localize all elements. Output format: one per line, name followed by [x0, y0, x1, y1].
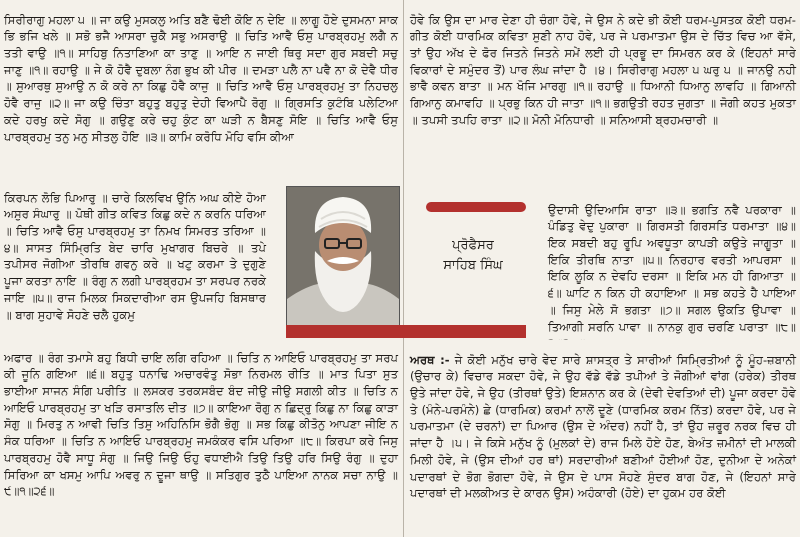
meaning-label: ਅਰਥ :- [410, 352, 450, 367]
right-column-mid-text [548, 190, 796, 340]
meaning-paragraph [410, 352, 796, 502]
gurbani-text-mid: ਕਿਰਪਨ ਲੋਭਿ ਪਿਆਰੁ ॥ ਚਾਰੇ ਕਿਲਵਿਖ ਉਨਿ ਅਘ ਕੀਏ ਹੋਆ ਅਸੁਰ ਸੰਘਾਰੁ ॥ ਪੋਥੀ ਗੀਤ ਕਵਿਤ ਕਿਛੁ ਕਦੇ ਨ ਕਰਨਿ ਧਰਿਆ ॥ ਚਿਤਿ ਆਵੈ ਓਸੁ ਪਾਰਬ੍ਰਹਮੁ ਤਾ ਨਿਮਖ ਸਿਮਰਤ ਤਰਿਆ ॥੪॥ ਸਾਸਤ ਸਿੰਮ੍ਰਿਤਿ ਬੇਦ ਚਾਰਿ ਮੁਖਾਗਰ ਬਿਚਰੇ ॥ ਤਪੇ ਤਪੀਸਰ ਜੋਗੀਆ ਤੀਰਥਿ ਗਵਨੁ ਕਰੇ ॥ ਖਟੁ ਕਰਮਾ ਤੇ ਦੁਗੁਣੇ ਪੂਜਾ ਕਰਤਾ ਨਾਇ ॥ ਰੰਗੁ ਨ ਲਗੀ ਪਾਰਬ੍ਰਹਮ ਤਾ ਸਰਪਰ ਨਰਕੇ ਜਾਇ ॥੫॥ ਰਾਜ ਮਿਲਕ ਸਿਕਦਾਰੀਆ ਰਸ ਉਪਜਹਿ ਬਿਸਥਾਰ ॥ ਬਾਗ ਸੁਹਾਵੇ ਸੋਹਣੇ ਚਲੈ ਹੁਕਮੁ [4, 190, 266, 322]
author-name: ਸਾਹਿਬ ਸਿੰਘ [443, 258, 503, 273]
left-column-top-text [4, 0, 398, 178]
gurbani-text-lower: ਅਫਾਰ ॥ ਰੰਗ ਤਮਾਸੇ ਬਹੁ ਬਿਧੀ ਚਾਇ ਲਗਿ ਰਹਿਆ ॥ ਚਿਤਿ ਨ ਆਇਓ ਪਾਰਬ੍ਰਹਮੁ ਤਾ ਸਰਪ ਕੀ ਜੂਨਿ ਗਇਆ ॥੬॥ ਬਹੁਤੁ ਧਨਾਢਿ ਅਚਾਰਵੰਤੁ ਸੋਭਾ ਨਿਰਮਲ ਰੀਤਿ ॥ ਮਾਤ ਪਿਤਾ ਸੁਤ ਭਾਈਆ ਸਾਜਨ ਸੰਗਿ ਪਰੀਤਿ ॥ ਲਸਕਰ ਤਰਕਸਬੰਦ ਬੰਦ ਜੀਉ ਜੀਉ ਸਗਲੀ ਕੀਤ ॥ ਚਿਤਿ ਨ ਆਇਓ ਪਾਰਬ੍ਰਹਮੁ ਤਾ ਖੜਿ ਰਸਾਤਲਿ ਦੀਤ ॥੭॥ ਕਾਇਆ ਰੋਗੁ ਨ ਛਿਦ੍ਰੁ ਕਿਛੁ ਨਾ ਕਿਛੁ ਕਾੜਾ ਸੋਗੁ ॥ ਮਿਰਤੁ ਨ ਆਵੀ ਚਿਤਿ ਤਿਸੁ ਅਹਿਨਿਸਿ ਭੋਗੈ ਭੋਗੁ ॥ ਸਭ ਕਿਛੁ ਕੀਤੋਨੁ ਆਪਣਾ ਜੀਇ ਨ ਸੰਕ ਧਰਿਆ ॥ ਚਿਤਿ ਨ ਆਇਓ ਪਾਰਬ੍ਰਹਮੁ ਜਮਕੰਕਰ ਵਸਿ ਪਰਿਆ ॥੮॥ ਕਿਰਪਾ ਕਰੇ ਜਿਸੁ ਪਾਰਬ੍ਰਹਮੁ ਹੋਵੈ ਸਾਧੂ ਸੰਗੁ ॥ ਜਿਉ ਜਿਉ ਓਹੁ ਵਧਾਈਐ ਤਿਉ ਤਿਉ ਹਰਿ ਸਿਉ ਰੰਗੁ ॥ ਦੁਹਾ ਸਿਰਿਆ ਕਾ ਖਸਮੁ ਆਪਿ ਅਵਰੁ ਨ ਦੂਜਾ ਥਾਉ ॥ ਸਤਿਗੁਰ ਤੁਠੈ ਪਾਇਆ ਨਾਨਕ ਸਚਾ ਨਾਉ ॥੯॥੧॥੨੬॥ [4, 350, 398, 499]
gurbani-text-top: ਸਿਰੀਰਾਗੁ ਮਹਲਾ ੫ ॥ ਜਾ ਕਉ ਮੁਸਕਲੁ ਅਤਿ ਬਣੈ ਢੋਈ ਕੋਇ ਨ ਦੇਇ ॥ ਲਾਗੂ ਹੋਏ ਦੁਸਮਨਾ ਸਾਕ ਭਿ ਭਜਿ ਖਲੇ ॥ ਸਭੋ ਭਜੈ ਆਸਰਾ ਚੁਕੈ ਸਭੁ ਅਸਰਾਉ ॥ ਚਿਤਿ ਆਵੈ ਓਸੁ ਪਾਰਬ੍ਰਹਮੁ ਲਗੈ ਨ ਤਤੀ ਵਾਉ ॥੧॥ ਸਾਹਿਬੁ ਨਿਤਾਣਿਆ ਕਾ ਤਾਣੁ ॥ ਆਇ ਨ ਜਾਈ ਥਿਰੁ ਸਦਾ ਗੁਰ ਸਬਦੀ ਸਚੁ ਜਾਣੁ ॥੧॥ ਰਹਾਉ ॥ ਜੇ ਕੋ ਹੋਵੈ ਦੁਬਲਾ ਨੰਗ ਭੁਖ ਕੀ ਪੀਰ ॥ ਦਮੜਾ ਪਲੈ ਨਾ ਪਵੈ ਨਾ ਕੋ ਦੇਵੈ ਧੀਰ ॥ ਸੁਆਰਥੁ ਸੁਆਉ ਨ ਕੋ ਕਰੇ ਨਾ ਕਿਛੁ ਹੋਵੈ ਕਾਜੁ ॥ ਚਿਤਿ ਆਵੈ ਓਸੁ ਪਾਰਬ੍ਰਹਮੁ ਤਾ ਨਿਹਚਲੁ ਹੋਵੈ ਰਾਜੁ ॥੨॥ ਜਾ ਕਉ ਚਿੰਤਾ ਬਹੁਤੁ ਬਹੁਤੁ ਦੇਹੀ ਵਿਆਪੈ ਰੋਗੁ ॥ ਗ੍ਰਿਸਤਿ ਕੁਟੰਬਿ ਪਲੇਟਿਆ ਕਦੇ ਹਰਖੁ ਕਦੇ ਸੋਗੁ ॥ ਗਉਣੁ ਕਰੇ ਚਹੁ ਕੁੰਟ ਕਾ ਘੜੀ ਨ ਬੈਸਣੁ ਸੋਇ ॥ ਚਿਤਿ ਆਵੈ ਓਸੁ ਪਾਰਬ੍ਰਹਮੁ ਤਨੁ ਮਨੁ ਸੀਤਲੁ ਹੋਇ ॥੩॥ ਕਾਮਿ ਕਰੋਧਿ ਮੋਹਿ ਵਸਿ ਕੀਆ [4, 12, 398, 144]
right-column-lower-text [410, 340, 796, 537]
portrait-illustration [287, 187, 399, 327]
left-column-lower-text [4, 338, 398, 537]
left-column-mid-text [4, 178, 266, 338]
gurbani-text-right-mid: ਉਦਾਸੀ ਉਦਿਆਸਿ ਰਾਤਾ ॥੩॥ ਭਗਤਿ ਨਵੈ ਪਰਕਾਰਾ ॥ ਪੰਡਿਤੁ ਵੇਦੁ ਪੁਕਾਰਾ ॥ ਗਿਰਸਤੀ ਗਿਰਸਤਿ ਧਰਮਾਤਾ ॥੪॥ ਇਕ ਸਬਦੀ ਬਹੁ ਰੂਪਿ ਅਵਧੂਤਾ ਕਾਪੜੀ ਕਉਤੇ ਜਾਗੂਤਾ ॥ ਇਕਿ ਤੀਰਥਿ ਨਾਤਾ ॥੫॥ ਨਿਰਹਾਰ ਵਰਤੀ ਆਪਰਸਾ ॥ ਇਕਿ ਲੂਕਿ ਨ ਦੇਵਹਿ ਦਰਸਾ ॥ ਇਕਿ ਮਨ ਹੀ ਗਿਆਤਾ ॥੬॥ ਘਾਟਿ ਨ ਕਿਨ ਹੀ ਕਹਾਇਆ ॥ ਸਭ ਕਹਤੇ ਹੈ ਪਾਇਆ ॥ ਜਿਸੁ ਮੇਲੇ ਸੋ ਭਗਤਾ ॥੭॥ ਸਗਲ ਉਕਤਿ ਉਪਾਵਾ ॥ ਤਿਆਗੀ ਸਰਨਿ ਪਾਵਾ ॥ ਨਾਨਕੁ ਗੁਰ ਚਰਣਿ ਪਰਾਤਾ ॥੮॥ [548, 202, 796, 334]
byline-accent-bar-top [426, 202, 526, 212]
right-column-top-text [410, 0, 796, 190]
byline-accent-bar-bottom [286, 325, 526, 338]
explanation-text-top: ਹੋਵੇ ਕਿ ਉਸ ਦਾ ਮਾਰ ਦੇਣਾ ਹੀ ਚੰਗਾ ਹੋਵੇ, ਜੇ ਉਸ ਨੇ ਕਦੇ ਭੀ ਕੋਈ ਧਰਮ-ਪੁਸਤਕ ਕੋਈ ਧਰਮ-ਗੀਤ ਕੋਈ ਧਾਰਮਿਕ ਕਵਿਤਾ ਸੁਣੀ ਨਾਹ ਹੋਵੇ, ਪਰ ਜੇ ਪਰਮਾਤਮਾ ਉਸ ਦੇ ਚਿੱਤ ਵਿਚ ਆ ਵੱਸੇ, ਤਾਂ ਉਹ ਅੱਖ ਦੇ ਫੋਰ ਜਿਤਨੇ ਜਿਤਨੇ ਸਮੇਂ ਲਈ ਹੀ ਪ੍ਰਭੂ ਦਾ ਸਿਮਰਨ ਕਰ ਕੇ (ਇਹਨਾਂ ਸਾਰੇ ਵਿਕਾਰਾਂ ਦੇ ਸਮੁੰਦਰ ਤੋਂ) ਪਾਰ ਲੰਘ ਜਾਂਦਾ ਹੈ ।੪। ਸਿਰੀਰਾਗੁ ਮਹਲਾ ੫ ਘਰੁ ੫ ॥ ਜਾਨਉ ਨਹੀ ਭਾਵੈ ਕਵਨ ਬਾਤਾ ॥ ਮਨ ਖੋਜਿ ਮਾਰਗੁ ॥੧॥ ਰਹਾਉ ॥ ਧਿਆਨੀ ਧਿਆਨੁ ਲਾਵਹਿ ॥ ਗਿਆਨੀ ਗਿਆਨੁ ਕਮਾਵਹਿ ॥ ਪ੍ਰਭੁ ਕਿਨ ਹੀ ਜਾਤਾ ॥੧॥ ਭਗਉਤੀ ਰਹਤ ਜੁਗਤਾ ॥ ਜੋਗੀ ਕਹਤ ਮੁਕਤਾ ॥ ਤਪਸੀ ਤਪਹਿ ਰਾਤਾ ॥੨॥ ਮੋਨੀ ਮੋਨਿਧਾਰੀ ॥ ਸਨਿਆਸੀ ਬ੍ਰਹਮਚਾਰੀ ॥ [410, 12, 796, 127]
author-title: ਪ੍ਰੋਫੈਸਰ [452, 238, 494, 253]
meaning-text: ਜੇ ਕੋਈ ਮਨੁੱਖ ਚਾਰੇ ਵੇਦ ਸਾਰੇ ਸ਼ਾਸਤ੍ਰ ਤੇ ਸਾਰੀਆਂ ਸਿਮ੍ਰਿਤੀਆਂ ਨੂੰ ਮੂੰਹ-ਜ਼ਬਾਨੀ (ਉਚਾਰ ਕੇ) ਵਿਚਾਰ ਸਕਦਾ ਹੋਵੇ, ਜੇ ਉਹ ਵੱਡੇ ਵੱਡੇ ਤਪੀਆਂ ਤੇ ਜੋਗੀਆਂ ਵਾਂਗ (ਹਰੇਕ) ਤੀਰਥ ਉਤੇ ਜਾਂਦਾ ਹੋਵੇ, ਜੇ ਉਹ (ਤੀਰਥਾਂ ਉਤੇ) ਇਸ਼ਨਾਨ ਕਰ ਕੇ (ਦੇਵੀ ਦੇਵਤਿਆਂ ਦੀ) ਪੂਜਾ ਕਰਦਾ ਹੋਵੇ ਤੇ (ਮੰਨੇ-ਪਰਮੰਨੇ) ਛੇ (ਧਾਰਮਿਕ) ਕਰਮਾਂ ਨਾਲੋਂ ਦੂਣੇ (ਧਾਰਮਿਕ ਕਰਮ ਨਿੱਤ) ਕਰਦਾ ਹੋਵੇ, ਪਰ ਜੇ ਪਰਮਾਤਮਾ (ਦੇ ਚਰਨਾਂ) ਦਾ ਪਿਆਰ (ਉਸ ਦੇ ਅੰਦਰ) ਨਹੀਂ ਹੈ, ਤਾਂ ਉਹ ਜ਼ਰੂਰ ਨਰਕ ਵਿਚ ਹੀ ਜਾਂਦਾ ਹੈ ।੫। ਜੇ ਕਿਸੇ ਮਨੁੱਖ ਨੂੰ (ਮੁਲਕਾਂ ਦੇ) ਰਾਜ ਮਿਲੇ ਹੋਏ ਹੋਣ, ਬੇਅੰਤ ਜ਼ਮੀਨਾਂ ਦੀ ਮਾਲਕੀ ਮਿਲੀ ਹੋਵੇ, ਜੇ (ਉਸ ਦੀਆਂ ਹਰ ਥਾਂ) ਸਰਦਾਰੀਆਂ ਬਣੀਆਂ ਹੋਈਆਂ ਹੋਣ, ਦੁਨੀਆ ਦੇ ਅਨੇਕਾਂ ਪਦਾਰਥਾਂ ਦੇ ਭੋਗ ਭੋਗਦਾ ਹੋਵੇ, ਜੇ ਉਸ ਦੇ ਪਾਸ ਸੋਹਣੇ ਸੁੰਦਰ ਬਾਗ ਹੋਣ, ਜੇ (ਇਹਨਾਂ ਸਾਰੇ ਪਦਾਰਥਾਂ ਦੀ ਮਲਕੀਅਤ ਦੇ ਕਾਰਨ ਉਸ) ਅਹੰਕਾਰੀ (ਹੋਏ) ਦਾ ਹੁਕਮ ਹਰ ਕੋਈ [410, 352, 796, 501]
author-portrait-photo [286, 186, 400, 328]
